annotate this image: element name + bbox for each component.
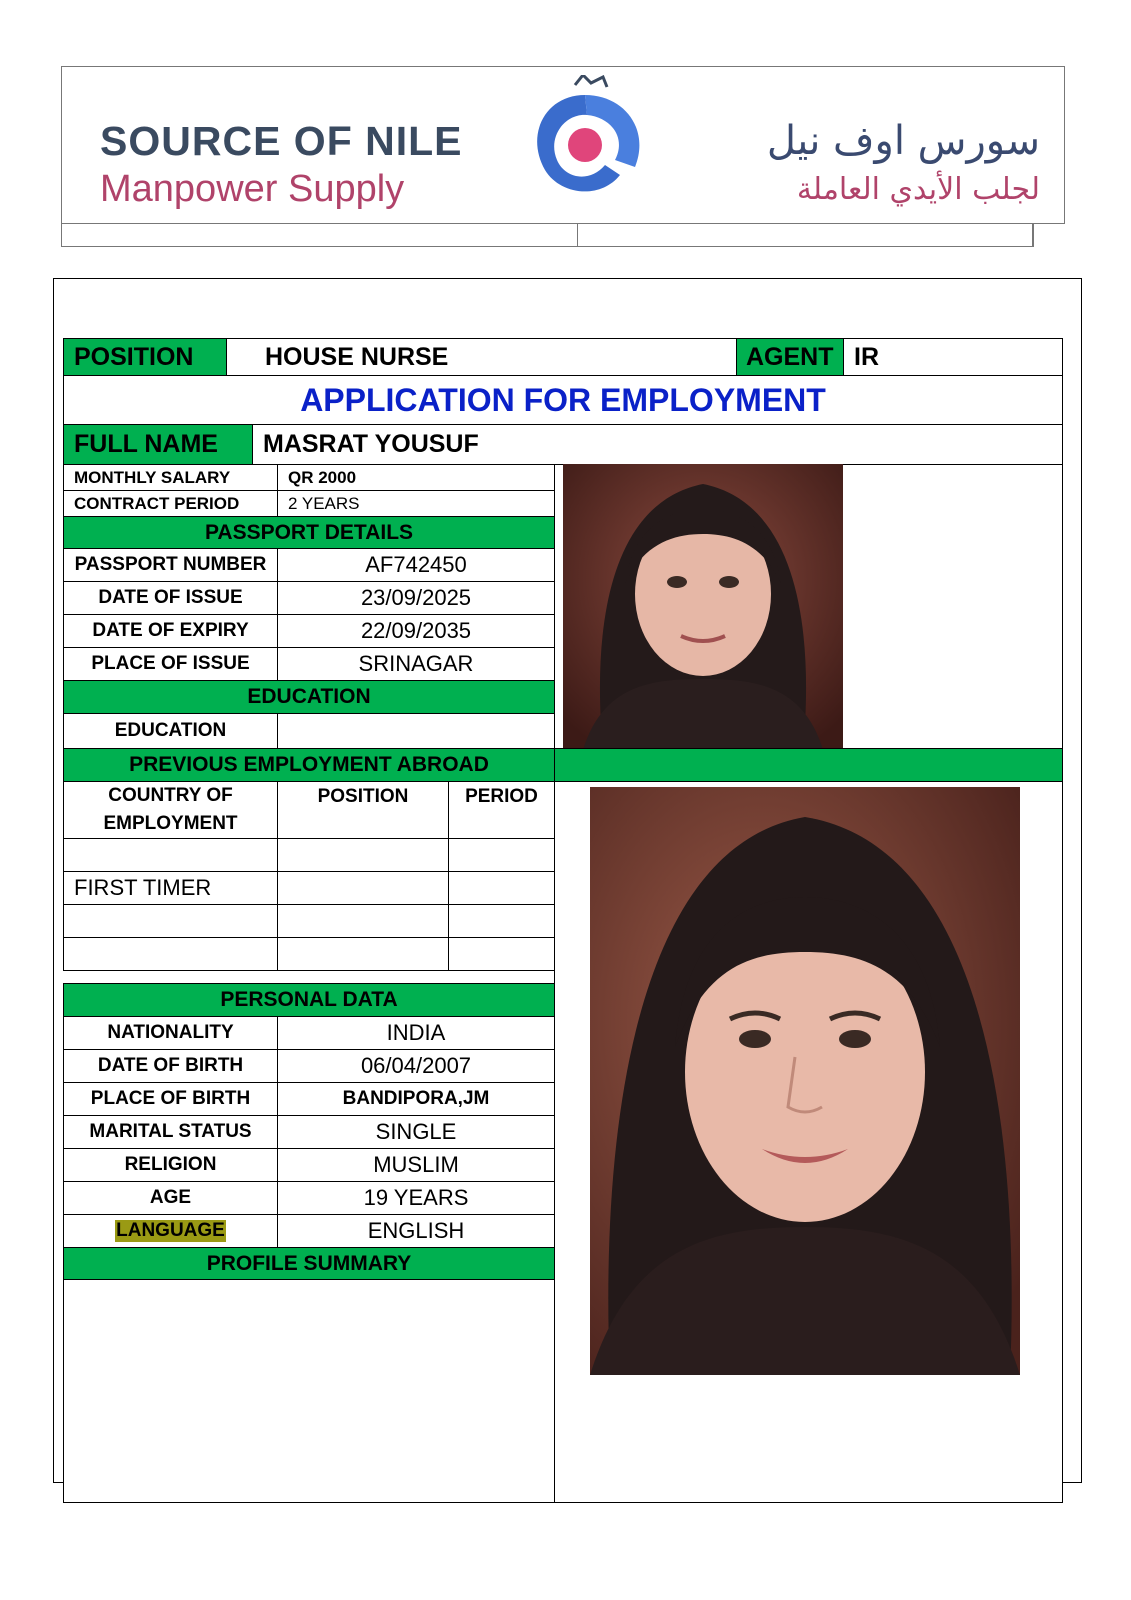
brand-tagline-english: Manpower Supply (100, 168, 405, 210)
place-of-birth-label: PLACE OF BIRTH (63, 1082, 278, 1116)
date-of-issue-label: DATE OF ISSUE (63, 581, 278, 615)
column-header-country: COUNTRY OF EMPLOYMENT (63, 781, 278, 839)
employment-position-cell (277, 838, 449, 872)
employment-country-cell (63, 937, 278, 971)
date-of-expiry-value: 22/09/2035 (277, 614, 555, 648)
religion-label: RELIGION (63, 1148, 278, 1182)
contract-period-label: CONTRACT PERIOD (63, 490, 278, 517)
monthly-salary-value: QR 2000 (277, 464, 555, 491)
education-label: EDUCATION (63, 713, 278, 749)
employment-heading: PREVIOUS EMPLOYMENT ABROAD (63, 748, 555, 782)
monthly-salary-label: MONTHLY SALARY (63, 464, 278, 491)
date-of-expiry-label: DATE OF EXPIRY (63, 614, 278, 648)
employment-country-cell (63, 838, 278, 872)
employment-position-cell (277, 937, 449, 971)
position-value: HOUSE NURSE (226, 338, 737, 376)
education-heading: EDUCATION (63, 680, 555, 714)
employment-heading-bar (554, 748, 1063, 782)
letterhead-divider (61, 224, 578, 247)
profile-summary-heading: PROFILE SUMMARY (63, 1247, 555, 1280)
agent-value: IR (843, 338, 1063, 376)
employment-period-cell (448, 904, 555, 938)
age-value: 19 YEARS (277, 1181, 555, 1215)
page-title: APPLICATION FOR EMPLOYMENT (63, 375, 1063, 425)
full-name-label: FULL NAME (63, 424, 253, 465)
religion-value: MUSLIM (277, 1148, 555, 1182)
date-of-birth-label: DATE OF BIRTH (63, 1049, 278, 1083)
language-label: LANGUAGE (116, 1220, 225, 1241)
contract-period-value: 2 YEARS (277, 490, 555, 517)
position-label: POSITION (63, 338, 227, 376)
date-of-birth-value: 06/04/2007 (277, 1049, 555, 1083)
employment-period-cell (448, 838, 555, 872)
brand-name-arabic: سورس اوف نيل (766, 118, 1040, 164)
column-header-period: PERIOD (448, 781, 555, 839)
language-value: ENGLISH (277, 1214, 555, 1248)
language-label-cell (63, 1214, 278, 1248)
education-value (277, 713, 555, 749)
passport-heading: PASSPORT DETAILS (63, 516, 555, 549)
brand-tagline-arabic: لجلب الأيدي العاملة (796, 172, 1040, 207)
nationality-value: INDIA (277, 1016, 555, 1050)
brand-name-english: SOURCE OF NILE (100, 118, 463, 164)
profile-summary-body (63, 1279, 555, 1503)
marital-status-value: SINGLE (277, 1115, 555, 1149)
place-of-birth-value: BANDIPORA,JM (277, 1082, 555, 1116)
date-of-issue-value: 23/09/2025 (277, 581, 555, 615)
full-name-value: MASRAT YOUSUF (252, 424, 1063, 465)
place-of-issue-value: SRINAGAR (277, 647, 555, 681)
nationality-label: NATIONALITY (63, 1016, 278, 1050)
age-label: AGE (63, 1181, 278, 1215)
letterhead-divider (1033, 224, 1065, 247)
employment-position-cell (277, 904, 449, 938)
company-logo-icon (515, 75, 655, 215)
employment-country-cell: FIRST TIMER (63, 871, 278, 905)
personal-data-heading: PERSONAL DATA (63, 983, 555, 1017)
applicant-photo-closeup (590, 787, 1020, 1375)
marital-status-label: MARITAL STATUS (63, 1115, 278, 1149)
letterhead-divider (578, 224, 1033, 247)
employment-period-cell (448, 937, 555, 971)
employment-position-cell (277, 871, 449, 905)
column-header-position: POSITION (277, 781, 449, 839)
employment-country-cell (63, 904, 278, 938)
agent-label: AGENT (736, 338, 844, 376)
passport-number-value: AF742450 (277, 548, 555, 582)
passport-number-label: PASSPORT NUMBER (63, 548, 278, 582)
place-of-issue-label: PLACE OF ISSUE (63, 647, 278, 681)
employment-period-cell (448, 871, 555, 905)
applicant-photo-portrait (563, 464, 843, 750)
